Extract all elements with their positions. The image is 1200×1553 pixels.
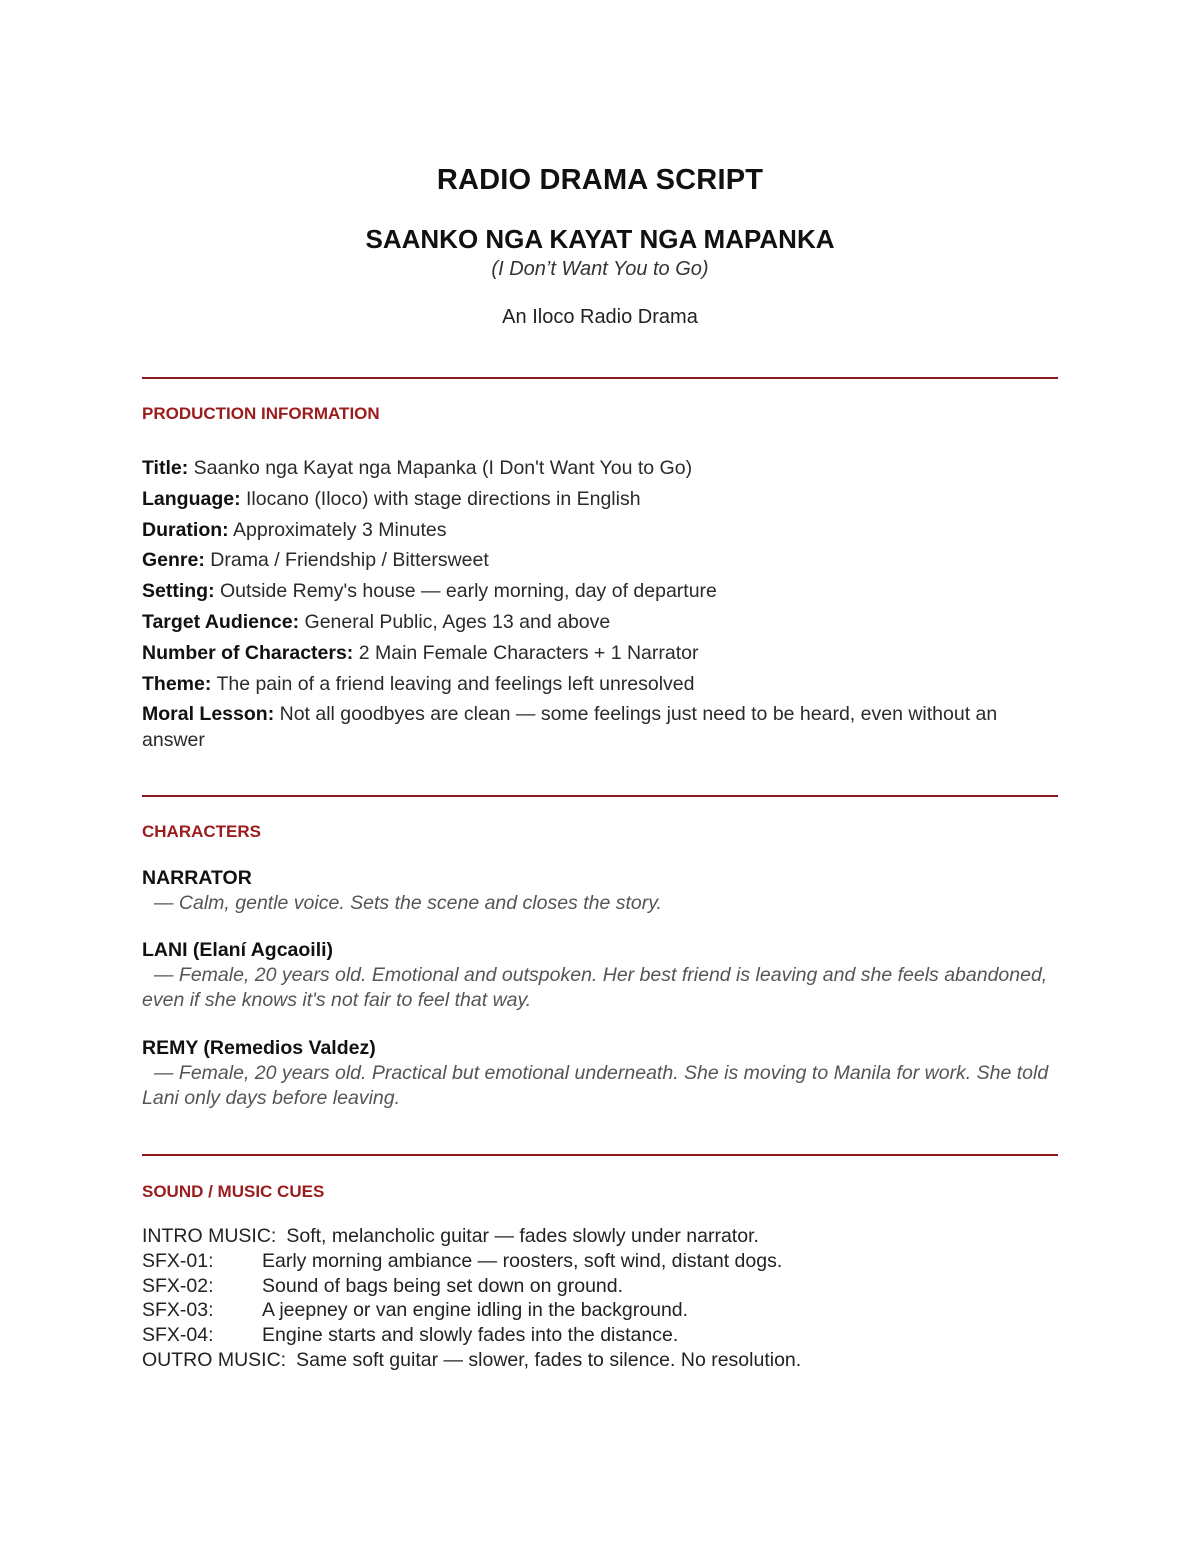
info-row-title xyxy=(142,453,1058,484)
character-narrator xyxy=(142,865,1058,916)
cue-row-outro xyxy=(142,1348,1058,1373)
cue-row-sfx-03 xyxy=(142,1298,1058,1323)
info-row-setting xyxy=(142,576,1058,607)
info-row-language xyxy=(142,484,1058,515)
info-value: Ilocano (Iloco) with stage directions in English xyxy=(246,487,641,510)
info-value: Outside Remy's house — early morning, day of departure xyxy=(220,580,717,603)
info-label: Genre: xyxy=(142,549,205,572)
drama-title: SAANKO NGA KAYAT NGA MAPANKA xyxy=(365,224,835,254)
cue-code: SFX-04: xyxy=(142,1324,214,1347)
cues-heading: SOUND / MUSIC CUES xyxy=(142,1182,325,1201)
character-lani xyxy=(142,937,1058,1013)
info-row-theme xyxy=(142,669,1058,700)
info-value: Drama / Friendship / Bittersweet xyxy=(210,549,489,572)
character-description: — Calm, gentle voice. Sets the scene and closes the story. xyxy=(154,892,662,914)
cue-row-sfx-04 xyxy=(142,1323,1058,1348)
production-info-list xyxy=(142,453,1058,753)
drama-subtitle: (I Don’t Want You to Go) xyxy=(491,258,709,280)
character-remy xyxy=(142,1035,1058,1111)
section-divider xyxy=(142,795,1058,797)
info-value: Saanko nga Kayat nga Mapanka (I Don't Want You to Go) xyxy=(193,457,693,479)
section-divider xyxy=(142,377,1058,379)
info-row-genre xyxy=(142,545,1058,576)
cue-text: Early morning ambiance — roosters, soft wind, distant dogs. xyxy=(262,1249,783,1272)
cue-code: SFX-02: xyxy=(142,1274,214,1297)
character-name: REMY (Remedios Valdez) xyxy=(142,1037,376,1059)
cue-row-intro xyxy=(142,1224,1058,1249)
cue-code: INTRO MUSIC: xyxy=(142,1225,277,1247)
character-description: — Female, 20 years old. Practical but emotional underneath. She is moving to Manila for work. She told Lani only days before leaving. xyxy=(142,1062,1049,1109)
info-label: Title: xyxy=(142,457,189,479)
sound-cue-list xyxy=(142,1224,1058,1373)
cue-row-sfx-02 xyxy=(142,1274,1058,1299)
production-heading: PRODUCTION INFORMATION xyxy=(142,404,380,423)
cue-text: Sound of bags being set down on ground. xyxy=(262,1274,624,1297)
document-title: RADIO DRAMA SCRIPT xyxy=(436,164,764,196)
cue-text: Same soft guitar — slower, fades to silence. No resolution. xyxy=(296,1348,802,1371)
info-label: Moral Lesson: xyxy=(142,703,275,726)
cue-code: SFX-03: xyxy=(142,1299,214,1322)
cue-text: A jeepney or van engine idling in the background. xyxy=(262,1299,689,1322)
info-label: Number of Characters: xyxy=(142,641,354,664)
info-row-target-audience xyxy=(142,607,1058,638)
info-value: The pain of a friend leaving and feelings left unresolved xyxy=(216,672,695,695)
info-value: 2 Main Female Characters + 1 Narrator xyxy=(358,641,699,664)
info-value: Approximately 3 Minutes xyxy=(233,518,447,541)
cue-text: Engine starts and slowly fades into the distance. xyxy=(262,1324,679,1347)
info-label: Duration: xyxy=(142,518,229,541)
info-row-number-of-characters xyxy=(142,638,1058,669)
cue-row-sfx-01 xyxy=(142,1249,1058,1274)
character-description: — Female, 20 years old. Emotional and outspoken. Her best friend is leaving and she feels abandoned, even if she knows it's not fair to feel that way. xyxy=(142,964,1048,1011)
info-label: Target Audience: xyxy=(142,610,300,633)
info-label: Theme: xyxy=(142,672,212,695)
drama-tagline: An Iloco Radio Drama xyxy=(502,306,698,328)
section-divider xyxy=(142,1154,1058,1156)
info-label: Setting: xyxy=(142,580,215,603)
characters-heading: CHARACTERS xyxy=(142,822,261,841)
cue-text: Soft, melancholic guitar — fades slowly under narrator. xyxy=(286,1225,759,1247)
character-name: NARRATOR xyxy=(142,867,252,889)
info-value: General Public, Ages 13 and above xyxy=(304,610,611,633)
info-value: Not all goodbyes are clean — some feelings just need to be heard, even without an answer xyxy=(142,703,998,752)
info-row-moral-lesson xyxy=(142,699,1058,753)
info-row-duration xyxy=(142,515,1058,546)
character-name: LANI (Elaní Agcaoili) xyxy=(142,939,334,961)
cue-code: OUTRO MUSIC: xyxy=(142,1348,287,1371)
info-label: Language: xyxy=(142,487,241,510)
cue-code: SFX-01: xyxy=(142,1249,214,1272)
